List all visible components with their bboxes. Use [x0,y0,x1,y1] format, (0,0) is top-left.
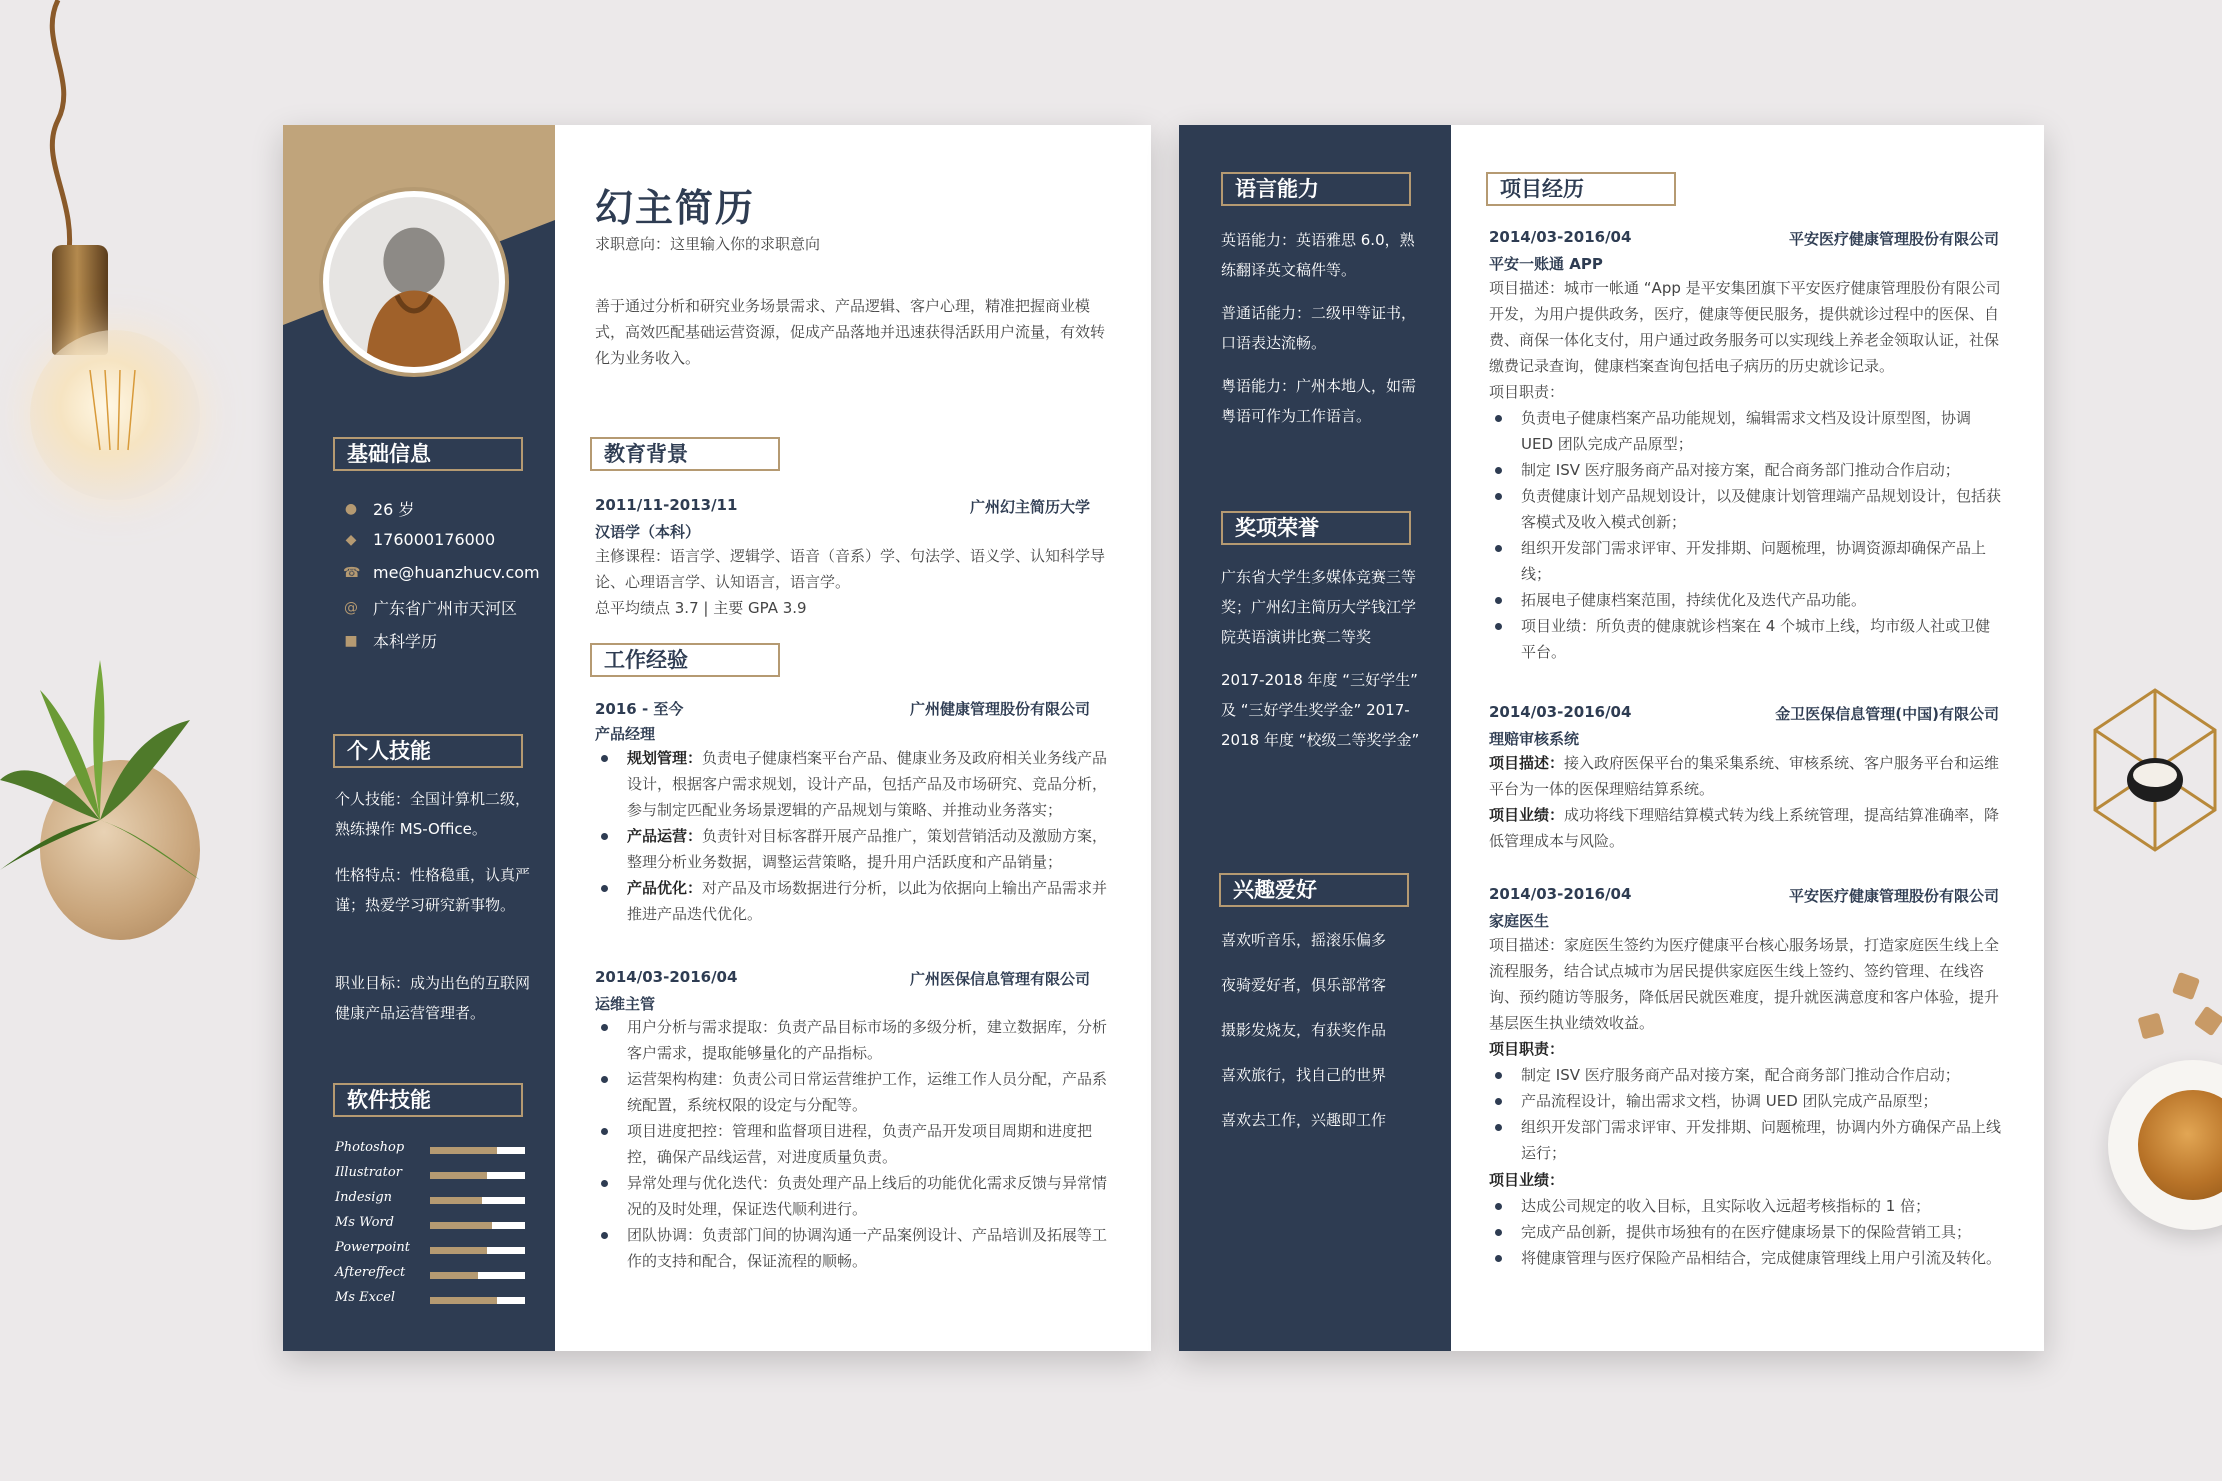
hobby-3: 摄影发烧友，有获奖作品 [1221,1021,1387,1039]
projects-title: 项目经历 [1486,172,1676,206]
bullet-label: 产品优化： [627,879,703,897]
job2-company: 广州医保信息管理有限公司 [909,970,1090,988]
software-skill-name: Ms Word [335,1215,394,1230]
software-skill-row [335,1290,535,1308]
proj3-bullets [1489,1062,2004,1166]
bullet-text: 运营架构构建：负责公司日常运营维护工作，运维工作人员分配，产品系统配置，系统权限的设定与分配等。 [627,1070,1108,1114]
skill-level-fill [430,1272,478,1279]
job1-bullet [595,745,1115,823]
skills-text: 个人技能：全国计算机二级，熟练操作 MS-Office。 [335,790,531,838]
resume-page-1 [283,125,1151,1351]
proj1-head [1489,228,1999,246]
proj1-duty-label: 项目职责： [1489,383,1565,401]
edu-head [595,496,1090,514]
software-skill-name: Photoshop [335,1140,405,1155]
hobbies-title: 兴趣爱好 [1219,873,1409,907]
proj3-duty-label: 项目职责： [1489,1040,1565,1058]
proj3-result-bullet: 将健康管理与医疗保险产品相结合，完成健康管理线上用户引流及转化。 [1489,1245,2004,1271]
award-1: 广东省大学生多媒体竞赛三等奖；广州幻主简历大学钱江学院英语演讲比赛二等奖 [1221,568,1417,646]
lang-cantonese: 粤语能力：广州本地人，如需粤语可作为工作语言。 [1221,377,1417,425]
lamp-cord [28,0,88,260]
software-skill-name: Aftereffect [335,1265,406,1280]
summary: 善于通过分析和研究业务场景需求、产品逻辑、客户心理，精准把握商业模式，高效匹配基础运营资源，促成产品落地并迅速获得活跃用户流量，有效转化为业务收入。 [595,297,1106,367]
edu-school: 广州幻主简历大学 [969,498,1090,516]
bullet-text: 负责电子健康档案平台产品、健康业务及政府相关业务线产品设计，根据客户需求规划，设计产品，包括产品及市场研究、竞品分析，参与制定匹配业务场景逻辑的产品规划与策略、并推动业务落实； [627,749,1108,819]
software-skill-name: Ms Excel [335,1290,396,1305]
candle-holder-icon [2075,680,2222,880]
page1-main [555,125,1151,1351]
job2-bullet [595,1170,1115,1222]
software-skill-row [335,1215,535,1233]
job2-bullet [595,1222,1115,1274]
proj3-result-bullet: 完成产品创新，提供市场独有的在医疗健康场景下的保险营销工具； [1489,1219,2004,1245]
edu-major: 汉语学（本科） [595,523,701,541]
bullet-text: 负责针对目标客群开展产品推广，策划营销活动及激励方案，整理分析业务数据，调整运营策略，提升用户活跃度和产品销量； [627,827,1108,871]
skill-level-bar [430,1222,525,1229]
awards-title: 奖项荣誉 [1221,511,1411,545]
software-skill-row [335,1190,535,1208]
hobby-5: 喜欢去工作，兴趣即工作 [1221,1111,1387,1129]
job2-bullet [595,1014,1115,1066]
desc-label: 项目描述： [1489,936,1565,954]
sugar-cube [2138,1013,2165,1040]
info-age-text: 26 岁 [373,500,415,519]
hobby-2: 夜骑爱好者，俱乐部常客 [1221,976,1387,994]
job2-bullets [595,1014,1115,1274]
proj3-name: 家庭医生 [1489,912,1550,930]
proj1-date: 2014/03-2016/04 [1489,228,1632,246]
skill-level-fill [430,1297,497,1304]
software-skill-row [335,1140,535,1158]
skill-level-fill [430,1172,487,1179]
person-icon: ● [344,500,358,517]
job1-role: 产品经理 [595,725,656,743]
skill-level-bar [430,1147,525,1154]
bullet-label: 产品运营： [627,827,703,845]
job2-bullet [595,1118,1115,1170]
edu-courses: 主修课程：语言学、逻辑学、语音（音系）学、句法学、语义学、认知科学导论、心理语言学、认知语言，语言学。 [595,547,1106,591]
proj3-desc [1489,932,2004,1036]
page2-main [1451,125,2044,1351]
work-title: 工作经验 [590,643,780,677]
desc-label: 项目描述： [1489,754,1565,772]
hobby-4: 喜欢旅行，找自己的世界 [1221,1066,1387,1084]
proj1-bullet: 负责健康计划产品规划设计，以及健康计划管理端产品规划设计，包括获客模式及收入模式创新； [1489,483,2004,535]
proj1-bullet: 组织开发部门需求评审、开发排期、问题梳理，协调资源却确保产品上线； [1489,535,2004,587]
proj1-bullet: 负责电子健康档案产品功能规划，编辑需求文档及设计原型图，协调 UED 团队完成产品原型； [1489,405,2004,457]
goal-text: 职业目标：成为出色的互联网健康产品运营管理者。 [335,974,531,1022]
proj1-bullets [1489,405,2004,665]
software-skill-name: Indesign [335,1190,393,1205]
phone-icon: ☎ [343,564,361,581]
proj1-bullet: 制定 ISV 医疗服务商产品对接方案，配合商务部门推动合作启动； [1489,457,2004,483]
job2-head [595,968,1090,986]
avatar [319,187,509,377]
award-2: 2017-2018 年度 “三好学生” 及 “三好学生奖学金” 2017-2018 年度 “校级二等奖学金” [1221,671,1420,749]
result-label: 项目业绩： [1489,806,1565,824]
software-skill-name: Powerpoint [335,1240,410,1255]
edu-date: 2011/11-2013/11 [595,496,738,514]
job2-date: 2014/03-2016/04 [595,968,738,986]
proj3-company: 平安医疗健康管理股份有限公司 [1788,887,1999,905]
info-address-text: 广东省广州市天河区 [373,599,518,618]
proj2-company: 金卫医保信息管理(中国)有限公司 [1775,705,1999,723]
skill-level-bar [430,1272,525,1279]
proj2-name: 理赔审核系统 [1489,730,1580,748]
skill-level-fill [430,1247,487,1254]
skill-level-bar [430,1297,525,1304]
proj1-bullet: 项目业绩：所负责的健康就诊档案在 4 个城市上线，均市级人社或卫健平台。 [1489,613,2004,665]
skill-level-fill [430,1147,497,1154]
desc-text: 城市一帐通 “App 是平安集团旗下平安医疗健康管理股份有限公司开发，为用户提供政务，医疗，健康等便民服务，提供就诊过程中的医保、自费、商保一体化支付，用户通过政务服务可以实现线上养老金领取认证，社保缴费记录查询，健康档案查询包括电子病历的历史就诊记录。 [1489,279,2001,375]
desc-label: 项目描述： [1489,279,1565,297]
education-title: 教育背景 [590,437,780,471]
info-phone [343,530,495,549]
proj1-name: 平安一账通 APP [1489,255,1603,273]
job-intent: 求职意向：这里输入你的求职意向 [595,235,821,253]
result-text: 成功将线下理赔结算模式转为线上系统管理，提高结算准确率，降低管理成本与风险。 [1489,806,2000,850]
resume-page-2 [1179,125,2044,1351]
desc-text: 家庭医生签约为医疗健康平台核心服务场景，打造家庭医生线上全流程服务，结合试点城市为居民提供家庭医生线上签约、签约管理、在线咨询、预约随访等服务，降低居民就医难度，提升就医满意度和客户体验，提升基层医生执业绩效收益。 [1489,936,2000,1032]
info-phone-text: 176000176000 [373,530,496,549]
education-icon: ■ [344,632,358,649]
proj2-desc [1489,750,2004,802]
bullet-text: 项目进度把控：管理和监督项目进程，负责产品开发项目周期和进度把控，确保产品线运营，对进度质量负责。 [627,1122,1093,1166]
job1-head [595,698,1090,719]
edu-gpa: 总平均绩点 3.7 | 主要 GPA 3.9 [595,599,807,617]
proj3-head [1489,885,1999,903]
location-icon: ◆ [345,531,357,548]
info-email [343,563,540,582]
skills-title: 个人技能 [333,734,523,768]
proj1-desc [1489,275,2004,379]
page1-sidebar [283,125,555,1351]
job1-bullet [595,823,1115,875]
proj3-result-bullet: 达成公司规定的收入目标，且实际收入远超考核指标的 1 倍； [1489,1193,2004,1219]
job1-bullet [595,875,1115,927]
job1-company: 广州健康管理股份有限公司 [909,700,1090,718]
info-age [343,497,414,520]
proj3-result-label: 项目业绩： [1489,1171,1565,1189]
skill-level-fill [430,1222,492,1229]
proj2-head [1489,703,1999,721]
skill-level-bar [430,1247,525,1254]
bullet-label: 规划管理： [627,749,703,767]
at-icon: @ [344,599,358,616]
skill-level-fill [430,1197,482,1204]
proj3-result-bullets [1489,1193,2004,1271]
bullet-text: 用户分析与需求提取：负责产品目标市场的多级分析，建立数据库，分析客户需求，提取能够量化的产品指标。 [627,1018,1108,1062]
proj3-date: 2014/03-2016/04 [1489,885,1632,903]
job2-bullet [595,1066,1115,1118]
proj2-result [1489,802,2004,854]
personality-text: 性格特点：性格稳重，认真严谨；热爱学习研究新事物。 [335,866,531,914]
language-title: 语言能力 [1221,172,1411,206]
proj1-bullet: 拓展电子健康档案范围，持续优化及迭代产品功能。 [1489,587,2004,613]
sugar-cube [2172,972,2200,1000]
skill-level-bar [430,1197,525,1204]
lang-english: 英语能力：英语雅思 6.0，熟练翻译英文稿件等。 [1221,231,1415,279]
software-skill-row [335,1265,535,1283]
bullet-text: 团队协调：负责部门间的协调沟通一产品案例设计、产品培训及拓展等工作的支持和配合，保证流程的顺畅。 [627,1226,1108,1270]
job1-date: 2016 - 至今 [595,700,684,718]
bullet-text: 对产品及市场数据进行分析，以此为依据向上输出产品需求并推进产品迭代优化。 [627,879,1108,923]
proj2-date: 2014/03-2016/04 [1489,703,1632,721]
skill-level-bar [430,1172,525,1179]
filament-icon [80,370,150,460]
info-email-text: me@huanzhucv.com [373,563,540,582]
desc-text: 接入政府医保平台的集采集系统、审核系统、客户服务平台和运维平台为一体的医保理赔结算系统。 [1489,754,2000,798]
bullet-text: 异常处理与优化迭代：负责处理产品上线后的功能优化需求反馈与异常情况的及时处理，保证迭代顺利进行。 [627,1174,1108,1218]
info-education-text: 本科学历 [373,632,438,651]
page2-sidebar [1179,125,1451,1351]
software-skill-row [335,1165,535,1183]
proj3-bullet: 产品流程设计，输出需求文档，协调 UED 团队完成产品原型； [1489,1088,2004,1114]
proj3-bullet: 组织开发部门需求评审、开发排期、问题梳理，协调内外方确保产品上线运行； [1489,1114,2004,1166]
hobby-1: 喜欢听音乐，摇滚乐偏多 [1221,931,1387,949]
sugar-cube [2194,1006,2222,1037]
info-education [343,629,437,652]
avatar-photo-icon [329,197,499,367]
resume-name: 幻主简历 [595,186,756,230]
proj3-bullet: 制定 ISV 医疗服务商产品对接方案，配合商务部门推动合作启动； [1489,1062,2004,1088]
job2-role: 运维主管 [595,995,656,1013]
plant-icon [0,620,200,940]
info-address [343,596,517,619]
lang-mandarin: 普通话能力：二级甲等证书，口语表达流畅。 [1221,304,1417,352]
job1-bullets [595,745,1115,927]
software-skill-row [335,1240,535,1258]
software-skill-name: Illustrator [335,1165,402,1180]
proj1-company: 平安医疗健康管理股份有限公司 [1788,230,1999,248]
basic-info-title: 基础信息 [333,437,523,471]
software-title: 软件技能 [333,1083,523,1117]
